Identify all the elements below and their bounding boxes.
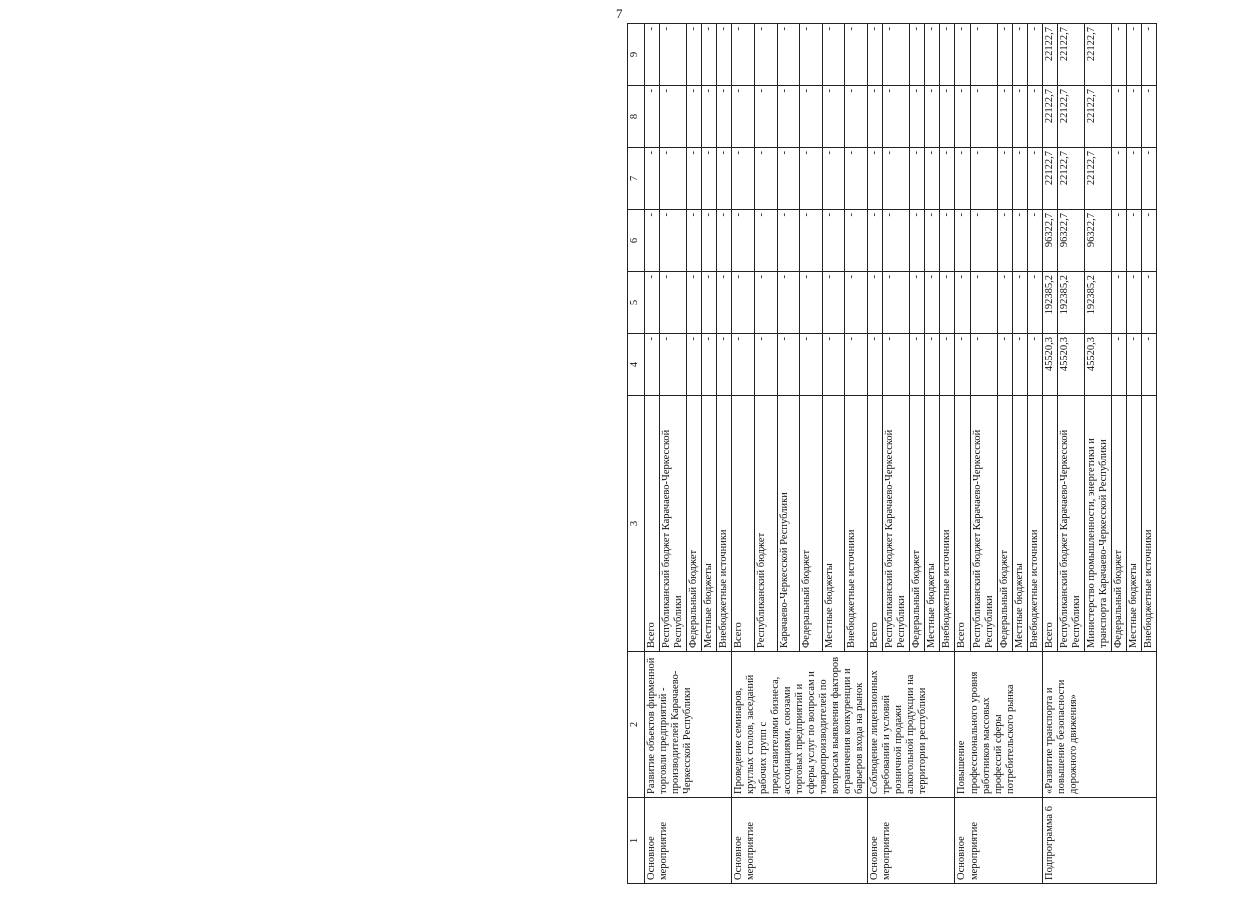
value-cell: 22122,7 [1085,24,1112,86]
value-cell: - [997,148,1012,210]
table-body [645,24,1157,884]
value-cell: - [1012,86,1027,148]
value-cell: - [777,86,800,148]
value-cell: - [845,210,868,272]
value-cell: - [687,24,702,86]
value-cell: - [868,86,883,148]
value-cell: - [910,334,925,396]
value-cell: - [822,334,845,396]
value-cell: - [800,148,823,210]
value-cell: 22122,7 [1057,86,1084,148]
value-cell: - [702,210,717,272]
value-cell: - [970,210,997,272]
value-cell: - [717,272,732,334]
value-cell: - [925,272,940,334]
value-cell: - [1112,334,1127,396]
value-cell: - [925,148,940,210]
value-cell: - [1012,148,1027,210]
value-cell: - [997,334,1012,396]
value-cell: - [940,24,955,86]
value-cell: 192385,2 [1042,272,1057,334]
value-cell: - [777,210,800,272]
funding-source: Федеральный бюджет [997,396,1012,652]
value-cell: - [687,148,702,210]
value-cell: - [1027,334,1042,396]
value-cell: - [645,334,660,396]
block-type: Основное мероприятие [955,798,1042,884]
value-cell: - [1012,272,1027,334]
block-type: Основное мероприятие [732,798,868,884]
funding-source: Карачаево-Черкесской Республики [777,396,800,652]
value-cell: - [645,210,660,272]
funding-source: Местные бюджеты [1012,396,1027,652]
funding-source: Всего [732,396,755,652]
table-row [955,24,970,884]
table-row [645,24,660,884]
value-cell: - [754,334,777,396]
column-header: 6 [628,210,645,272]
value-cell: - [777,334,800,396]
value-cell: - [645,86,660,148]
value-cell: - [822,272,845,334]
value-cell: 22122,7 [1042,86,1057,148]
value-cell: - [660,210,687,272]
value-cell: - [1142,86,1157,148]
value-cell: - [660,24,687,86]
funding-source: Местные бюджеты [822,396,845,652]
value-cell: - [868,272,883,334]
value-cell: - [868,24,883,86]
page-number: 7 [616,6,623,21]
column-header: 1 [628,798,645,884]
value-cell: - [1027,148,1042,210]
funding-source: Республиканский бюджет [754,396,777,652]
value-cell: - [955,272,970,334]
value-cell: - [845,272,868,334]
value-cell: 22122,7 [1085,148,1112,210]
block-type: Основное мероприятие [645,798,732,884]
value-cell: - [1142,210,1157,272]
value-cell: - [1112,210,1127,272]
table-row [1042,24,1057,884]
value-cell: - [660,148,687,210]
column-header: 5 [628,272,645,334]
value-cell: - [883,334,910,396]
value-cell: 45520,3 [1042,334,1057,396]
funding-source: Федеральный бюджет [1112,396,1127,652]
value-cell: - [1127,272,1142,334]
block-name: Развитие объектов фирменной торговли предприятий - производителей Карачаево-Черкесской Республики [645,652,732,798]
value-cell: - [717,334,732,396]
value-cell: - [777,24,800,86]
value-cell: 96322,7 [1042,210,1057,272]
value-cell: - [883,272,910,334]
funding-source: Федеральный бюджет [910,396,925,652]
value-cell: - [754,24,777,86]
funding-source: Местные бюджеты [702,396,717,652]
funding-source: Внебюджетные источники [940,396,955,652]
value-cell: - [940,86,955,148]
value-cell: - [702,272,717,334]
value-cell: - [822,148,845,210]
value-cell: - [822,24,845,86]
funding-source: Республиканский бюджет Карачаево-Черкесской Республики [1057,396,1084,652]
block-type: Подпрограмма 6 [1042,798,1157,884]
value-cell: - [955,86,970,148]
column-header: 7 [628,148,645,210]
value-cell: - [800,24,823,86]
value-cell: - [940,210,955,272]
value-cell: - [754,272,777,334]
funding-source: Республиканский бюджет Карачаево-Черкесской Республики [660,396,687,652]
value-cell: - [845,148,868,210]
value-cell: - [970,148,997,210]
table-row [732,24,755,884]
value-cell: - [645,24,660,86]
funding-source: Всего [955,396,970,652]
funding-source: Внебюджетные источники [1142,396,1157,652]
funding-table [627,23,1157,884]
value-cell: - [717,210,732,272]
value-cell: - [970,86,997,148]
value-cell: - [732,210,755,272]
value-cell: - [777,272,800,334]
value-cell: - [702,86,717,148]
value-cell: - [1012,24,1027,86]
value-cell: - [777,148,800,210]
block-name: «Развитие транспорта и повышение безопасности дорожного движения» [1042,652,1157,798]
value-cell: 22122,7 [1042,24,1057,86]
value-cell: - [702,24,717,86]
value-cell: - [845,24,868,86]
value-cell: - [800,86,823,148]
funding-source: Федеральный бюджет [800,396,823,652]
value-cell: - [955,148,970,210]
block-type: Основное мероприятие [868,798,955,884]
funding-source: Федеральный бюджет [687,396,702,652]
value-cell: 192385,2 [1057,272,1084,334]
value-cell: 22122,7 [1057,24,1084,86]
value-cell: - [754,86,777,148]
funding-source: Внебюджетные источники [1027,396,1042,652]
value-cell: - [1142,272,1157,334]
value-cell: - [800,272,823,334]
value-cell: - [800,210,823,272]
value-cell: - [717,24,732,86]
value-cell: 192385,2 [1085,272,1112,334]
value-cell: - [1012,334,1027,396]
value-cell: - [910,86,925,148]
value-cell: - [702,334,717,396]
value-cell: - [910,148,925,210]
value-cell: 22122,7 [1042,148,1057,210]
column-header: 4 [628,334,645,396]
value-cell: - [687,334,702,396]
value-cell: - [955,24,970,86]
funding-source: Всего [868,396,883,652]
value-cell: - [1127,24,1142,86]
value-cell: - [997,210,1012,272]
value-cell: - [940,334,955,396]
funding-source: Местные бюджеты [1127,396,1142,652]
value-cell: - [845,334,868,396]
funding-source: Министерство промышленности, энергетики и транспорта Карачаево-Черкесской Республики [1085,396,1112,652]
value-cell: - [717,86,732,148]
value-cell: - [1112,272,1127,334]
value-cell: - [868,148,883,210]
value-cell: - [1142,24,1157,86]
funding-source: Всего [645,396,660,652]
column-header: 3 [628,396,645,652]
value-cell: - [732,334,755,396]
value-cell: - [997,24,1012,86]
value-cell: - [883,210,910,272]
value-cell: - [925,24,940,86]
value-cell: - [732,272,755,334]
value-cell: - [645,148,660,210]
value-cell: - [660,272,687,334]
value-cell: - [883,148,910,210]
value-cell: - [1127,86,1142,148]
value-cell: - [997,86,1012,148]
value-cell: - [883,24,910,86]
block-name: Повышение профессионального уровня работников массовых профессий сферы потребительского рынка [955,652,1042,798]
value-cell: - [1112,24,1127,86]
value-cell: 22122,7 [1057,148,1084,210]
value-cell: - [955,210,970,272]
column-header: 2 [628,652,645,798]
value-cell: - [910,210,925,272]
column-header: 9 [628,24,645,86]
value-cell: - [687,210,702,272]
value-cell: 96322,7 [1057,210,1084,272]
value-cell: 45520,3 [1085,334,1112,396]
value-cell: - [1127,210,1142,272]
funding-source: Республиканский бюджет Карачаево-Черкесской Республики [883,396,910,652]
value-cell: - [845,86,868,148]
value-cell: - [1142,334,1157,396]
value-cell: - [645,272,660,334]
value-cell: - [970,24,997,86]
value-cell: - [1027,24,1042,86]
value-cell: - [732,148,755,210]
value-cell: - [732,24,755,86]
value-cell: - [1142,148,1157,210]
value-cell: - [1112,148,1127,210]
block-name: Соблюдение лицензионных требований и условий розничной продажи алкогольной продукции на территории республики [868,652,955,798]
value-cell: - [687,272,702,334]
value-cell: - [925,334,940,396]
value-cell: - [800,334,823,396]
value-cell: - [940,148,955,210]
value-cell: - [910,24,925,86]
value-cell: - [868,334,883,396]
value-cell: - [868,210,883,272]
value-cell: - [955,334,970,396]
value-cell: - [1027,86,1042,148]
value-cell: - [660,334,687,396]
value-cell: - [1112,86,1127,148]
value-cell: - [717,148,732,210]
header-row [628,24,645,884]
column-header: 8 [628,86,645,148]
rotated-page [627,24,1239,884]
value-cell: - [940,272,955,334]
funding-source: Местные бюджеты [925,396,940,652]
value-cell: - [970,272,997,334]
table-row [868,24,883,884]
value-cell: 45520,3 [1057,334,1084,396]
value-cell: - [910,272,925,334]
value-cell: - [822,86,845,148]
value-cell: - [687,86,702,148]
value-cell: - [925,86,940,148]
value-cell: - [883,86,910,148]
value-cell: - [1027,272,1042,334]
funding-source: Всего [1042,396,1057,652]
value-cell: - [702,148,717,210]
value-cell: - [732,86,755,148]
value-cell: - [660,86,687,148]
value-cell: - [754,210,777,272]
value-cell: - [1127,334,1142,396]
funding-source: Внебюджетные источники [845,396,868,652]
value-cell: - [997,272,1012,334]
funding-source: Внебюджетные источники [717,396,732,652]
value-cell: 96322,7 [1085,210,1112,272]
block-name: Проведение семинаров, круглых столов, заседаний рабочих групп с представителями бизнеса, ассоциациями, союзами торговых предприятий и сферы услуг по вопросам и товаропроизводителей по вопросам выявления факторов ограничения конкуренции и барьеров входа на рынок [732,652,868,798]
value-cell: - [1027,210,1042,272]
funding-source: Республиканский бюджет Карачаево-Черкесской Республики [970,396,997,652]
value-cell: - [925,210,940,272]
value-cell: - [754,148,777,210]
value-cell: - [1127,148,1142,210]
value-cell: 22122,7 [1085,86,1112,148]
value-cell: - [970,334,997,396]
value-cell: - [822,210,845,272]
value-cell: - [1012,210,1027,272]
